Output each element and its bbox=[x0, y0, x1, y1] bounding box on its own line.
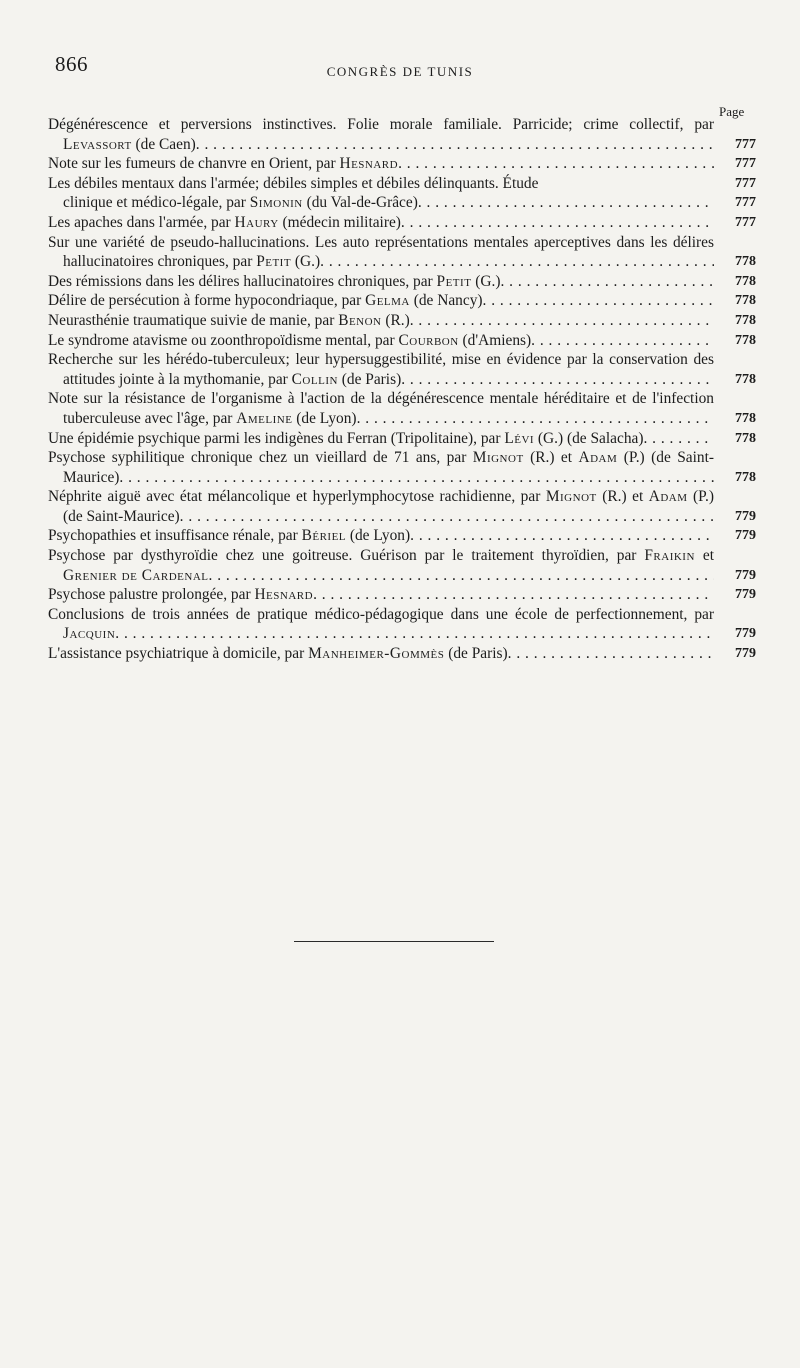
toc-author: Courbon bbox=[398, 331, 459, 349]
toc-text: Psychopathies et insuffisance rénale, par bbox=[48, 527, 302, 545]
toc-text: (du Val-de-Grâce) bbox=[302, 194, 418, 212]
toc-entry bbox=[48, 272, 766, 292]
toc-text: (médecin militaire) bbox=[278, 213, 401, 231]
page-number: 866 bbox=[55, 52, 88, 76]
toc-page-number: 779 bbox=[735, 646, 756, 662]
toc-author: Grenier de Cardenal bbox=[63, 566, 209, 584]
toc-text: (P.) (de Saint-Maurice) bbox=[63, 488, 714, 525]
toc-author: Hesnard bbox=[254, 586, 314, 604]
toc-entry bbox=[48, 389, 766, 428]
toc-entry-title bbox=[48, 644, 714, 664]
toc-author: Haury bbox=[234, 213, 279, 231]
toc-text: Psychose palustre prolongée, par bbox=[48, 586, 255, 604]
toc-page-number: 778 bbox=[735, 430, 756, 446]
toc-entry-title bbox=[48, 174, 714, 194]
toc-entry-title bbox=[48, 291, 714, 311]
table-of-contents bbox=[48, 115, 766, 664]
toc-page-number: 779 bbox=[735, 567, 756, 583]
toc-text: (R.) et bbox=[596, 488, 649, 506]
toc-text: Dégénérescence et perversions instinctives. Folie morale familiale. Parricide; crime collectif, par bbox=[48, 116, 714, 133]
toc-entry bbox=[48, 174, 766, 194]
toc-entry bbox=[48, 585, 766, 605]
toc-author: Lévi bbox=[504, 429, 535, 447]
toc-entry-title bbox=[48, 272, 714, 292]
toc-entry bbox=[48, 311, 766, 331]
toc-author: Adam bbox=[648, 488, 688, 506]
toc-text: Neurasthénie traumatique suivie de manie, par bbox=[48, 311, 339, 329]
toc-text: et bbox=[694, 547, 714, 565]
toc-page-number: 778 bbox=[735, 273, 756, 289]
toc-text: Recherche sur les hérédo-tuberculeux; leur hypersuggestibilité, mise en évidence par la conservation des attitudes jointe à la mythomanie, par bbox=[48, 351, 714, 388]
toc-page-number: 778 bbox=[735, 410, 756, 426]
toc-page-number: 778 bbox=[735, 469, 756, 485]
toc-page-number: 778 bbox=[735, 312, 756, 328]
running-title: CONGRÈS DE TUNIS bbox=[326, 64, 474, 79]
toc-author: Levassort bbox=[63, 135, 132, 153]
toc-text: Le syndrome atavisme ou zoonthropoïdisme mental, par bbox=[48, 331, 399, 349]
toc-page-number: 777 bbox=[735, 214, 756, 230]
toc-text: Psychose syphilitique chronique chez un vieillard de 71 ans, par bbox=[48, 449, 473, 467]
toc-text: (R.) et bbox=[523, 449, 579, 467]
toc-entry bbox=[48, 193, 766, 213]
toc-author: Collin bbox=[291, 370, 338, 388]
toc-text: Note sur la résistance de l'organisme à l'action de la dégénérescence mentale héréditaire et de l'infection tuberculeuse avec l'âge, par bbox=[48, 390, 714, 427]
toc-author: Petit bbox=[436, 272, 472, 290]
toc-text: Délire de persécution à forme hypocondriaque, par bbox=[48, 292, 366, 310]
section-divider bbox=[294, 941, 494, 942]
toc-text: (de Lyon) bbox=[292, 409, 357, 427]
toc-entry bbox=[48, 526, 766, 546]
toc-page-number: 778 bbox=[735, 254, 756, 270]
toc-author: Benon bbox=[338, 311, 382, 329]
toc-entry-title bbox=[48, 526, 714, 546]
toc-page-number: 779 bbox=[735, 626, 756, 642]
toc-author: Bériel bbox=[301, 527, 347, 545]
toc-text: (d'Amiens) bbox=[458, 331, 532, 349]
toc-entry-title bbox=[48, 546, 714, 585]
toc-text: (P.) (de Saint-Maurice) bbox=[63, 449, 714, 486]
toc-entry-title bbox=[48, 350, 714, 389]
toc-page-number: 778 bbox=[735, 371, 756, 387]
toc-author: Ameline bbox=[236, 409, 293, 427]
toc-entry bbox=[48, 644, 766, 664]
toc-text: (G.) bbox=[471, 272, 501, 290]
toc-entry bbox=[48, 487, 766, 526]
toc-entry-title bbox=[48, 233, 714, 272]
toc-text: (de Paris) bbox=[337, 370, 402, 388]
toc-entry-title bbox=[48, 389, 714, 428]
toc-text: Conclusions de trois années de pratique médico-pédagogique dans une école de perfectionnement, par bbox=[48, 605, 714, 623]
toc-entry-title bbox=[48, 154, 714, 174]
page-column-label: Page bbox=[719, 104, 745, 119]
toc-entry bbox=[48, 233, 766, 272]
toc-author: Manheimer-Gommès bbox=[308, 645, 445, 663]
toc-text: Sur une variété de pseudo-hallucinations. Les auto représentations mentales aperceptives dans les délires hallucinatoires chroniques, par bbox=[48, 233, 714, 271]
toc-author: Gelma bbox=[365, 292, 410, 310]
toc-entry-title bbox=[48, 115, 714, 154]
toc-page-number: 779 bbox=[735, 528, 756, 544]
toc-entry-title bbox=[48, 311, 714, 331]
toc-text: (G.) bbox=[291, 253, 321, 271]
toc-text: Les apaches dans l'armée, par bbox=[48, 213, 235, 231]
toc-author: Mignot bbox=[472, 449, 524, 467]
toc-author: Jacquin bbox=[63, 625, 116, 643]
toc-entry-title bbox=[48, 605, 714, 644]
toc-text: (G.) (de Salacha) bbox=[534, 429, 644, 447]
toc-page-number: 778 bbox=[735, 332, 756, 348]
toc-entry-title bbox=[48, 448, 714, 487]
toc-page-number: 779 bbox=[735, 587, 756, 603]
toc-text: Psychose par dysthyroïdie chez une goitreuse. Guérison par le traitement thyroïdien, par bbox=[48, 547, 645, 565]
toc-entry bbox=[48, 154, 766, 174]
toc-author: Fraikin bbox=[644, 547, 695, 565]
toc-author: Petit bbox=[256, 253, 292, 271]
toc-entry-title bbox=[48, 487, 714, 526]
toc-text: (de Nancy) bbox=[409, 292, 483, 310]
toc-entry bbox=[48, 605, 766, 644]
toc-text: (de Paris) bbox=[444, 645, 508, 663]
toc-text: Note sur les fumeurs de chanvre en Orient, par bbox=[48, 155, 340, 173]
toc-entry bbox=[48, 429, 766, 449]
toc-author: Hesnard bbox=[339, 155, 399, 173]
toc-entry-title bbox=[48, 429, 714, 449]
toc-entry-title bbox=[48, 331, 714, 351]
toc-entry bbox=[48, 350, 766, 389]
toc-entry bbox=[48, 448, 766, 487]
toc-text: (R.) bbox=[381, 311, 410, 329]
toc-entry bbox=[48, 213, 766, 233]
toc-page-number: 777 bbox=[735, 175, 756, 191]
toc-entry bbox=[48, 546, 766, 585]
toc-author: Mignot bbox=[545, 488, 597, 506]
toc-entry-title bbox=[48, 585, 714, 605]
toc-page-number: 778 bbox=[735, 293, 756, 309]
toc-page-number: 779 bbox=[735, 508, 756, 524]
toc-entry bbox=[48, 115, 766, 154]
toc-text: Une épidémie psychique parmi les indigènes du Ferran (Tripolitaine), par bbox=[48, 429, 505, 447]
toc-entry-title bbox=[48, 193, 714, 213]
toc-entry bbox=[48, 291, 766, 311]
toc-text: L'assistance psychiatrique à domicile, par bbox=[48, 645, 309, 663]
toc-page-number: 777 bbox=[735, 195, 756, 211]
toc-page-number: 777 bbox=[735, 156, 756, 172]
toc-author: Adam bbox=[578, 449, 618, 467]
toc-page-number: 777 bbox=[735, 136, 756, 152]
toc-entry-title bbox=[48, 213, 714, 233]
toc-author: Simonin bbox=[249, 194, 303, 212]
toc-text: Néphrite aiguë avec état mélancolique et hyperlymphocytose rachidienne, par bbox=[48, 488, 546, 506]
toc-text: clinique et médico-légale, par bbox=[63, 194, 250, 212]
toc-text: Les débiles mentaux dans l'armée; débiles simples et débiles délinquants. Étude bbox=[48, 174, 539, 192]
toc-text: Des rémissions dans les délires hallucinatoires chroniques, par bbox=[48, 272, 437, 290]
toc-text: (de Caen) bbox=[131, 135, 196, 153]
toc-text: (de Lyon) bbox=[346, 527, 411, 545]
toc-entry bbox=[48, 331, 766, 351]
